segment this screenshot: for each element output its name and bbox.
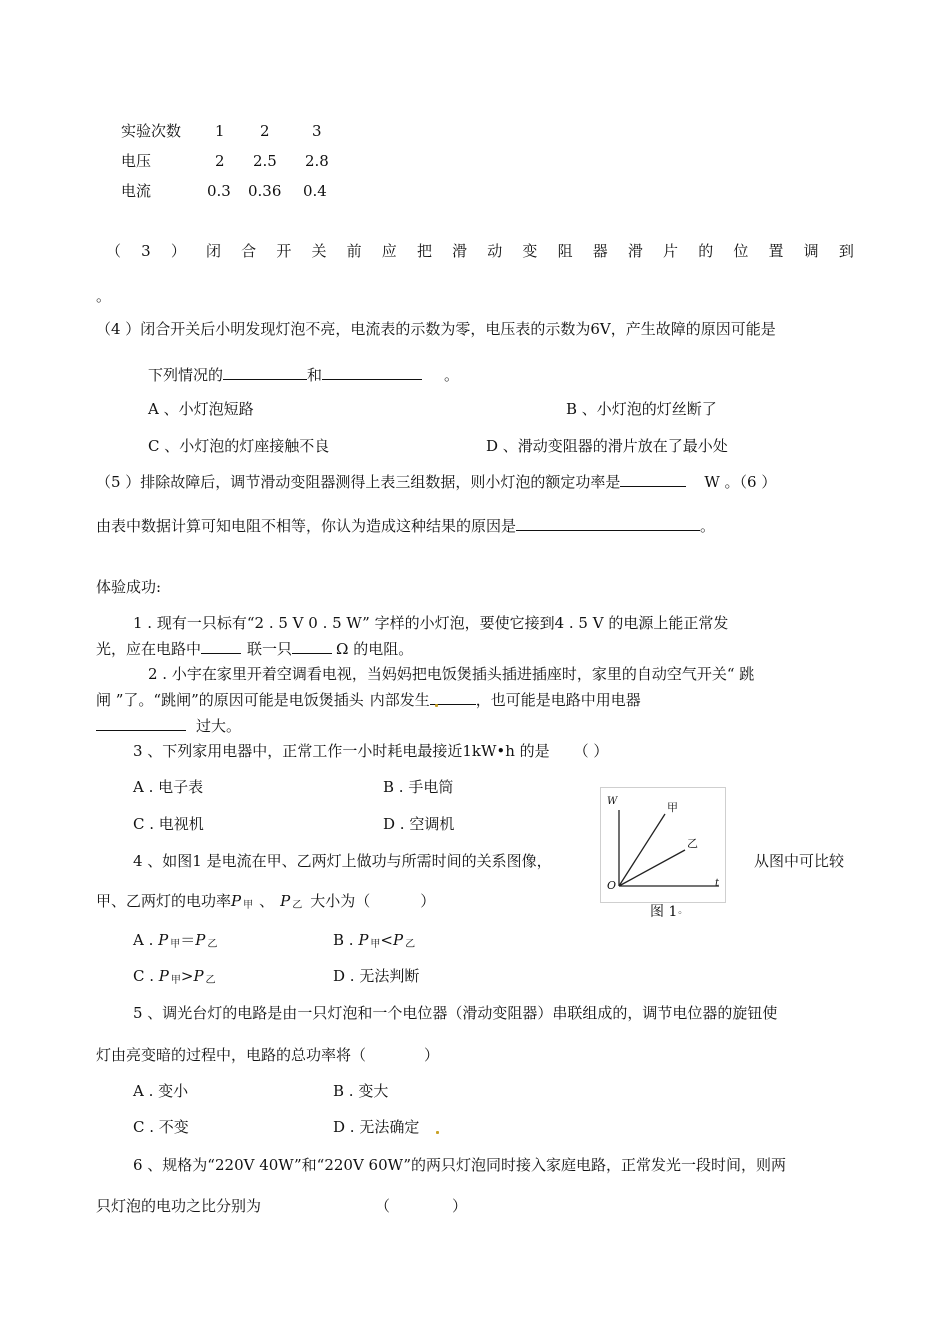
table-header-3: 3 <box>312 122 322 140</box>
subscript-jia: 甲 <box>170 975 181 986</box>
q3-char: 变 <box>522 242 538 260</box>
p4-line1a: 4 、如图1 是电流在甲、乙两灯上做功与所需时间的关系图像， <box>133 852 552 870</box>
line-jia-label: 甲 <box>667 801 678 814</box>
q3-char: 应 <box>381 242 397 260</box>
line-yi-label: 乙 <box>687 837 698 850</box>
q5-text: 由表中数据计算可知电阻不相等，你认为造成这种结果的原因是 <box>96 517 517 535</box>
symbol-p: P <box>393 931 404 949</box>
q3-char: 调 <box>803 242 819 260</box>
answer-blank[interactable] <box>430 689 476 705</box>
p2-text: 过大。 <box>196 717 242 735</box>
p3-stem <box>133 741 608 761</box>
p3-option-b: B . 手电筒 <box>383 778 454 796</box>
p4-text: 大小为（ <box>310 892 371 910</box>
q4-line1: （4 ）闭合开关后小明发现灯泡不亮，电流表的示数为零，电压表的示数为6V，产生故障的原因可能是 <box>96 320 776 338</box>
answer-paren[interactable]: ） <box>420 892 436 910</box>
p3-option-d: D . 空调机 <box>383 815 455 833</box>
q3-line <box>106 241 854 261</box>
operator: < <box>380 931 393 949</box>
p2-text: 内部发生 <box>369 691 430 709</box>
q5-text: W 。（6 ） <box>704 473 777 491</box>
symbol-p: P <box>158 967 169 985</box>
symbol-p: P <box>358 931 369 949</box>
p4-option-d: D . 无法判断 <box>333 967 420 985</box>
q4-text: 。 <box>444 366 460 384</box>
p5-option-c: C . 不变 <box>133 1118 189 1136</box>
figure-caption <box>650 903 683 923</box>
symbol-p: P <box>158 931 169 949</box>
q3-char: 片 <box>663 242 679 260</box>
scan-dot <box>436 1131 439 1134</box>
origin-label: O <box>607 879 617 892</box>
answer-blank[interactable] <box>516 515 700 531</box>
subscript-yi: 乙 <box>405 939 416 950</box>
symbol-p: P <box>231 892 242 910</box>
line-yi <box>619 850 685 886</box>
q4-option-a: A 、小灯泡短路 <box>148 400 254 418</box>
q3-char: 置 <box>768 242 784 260</box>
table-row-label: 电流 <box>121 182 152 200</box>
axis-x-label: t <box>715 878 720 889</box>
table-cell: 0.36 <box>248 182 282 200</box>
option-label: B . <box>333 931 359 949</box>
p1-text: 联一只 <box>247 640 293 658</box>
axis-y-label: W <box>607 796 618 807</box>
option-label: A . <box>133 931 159 949</box>
q3-tail: 。 <box>96 287 112 305</box>
p4-option-a <box>133 930 217 955</box>
p2-text: ，也可能是电路中用电器 <box>475 691 641 709</box>
p1-line1: 1 . 现有一只标有“2 . 5 V 0 . 5 W” 字样的小灯泡，要使它接到4 . 5 V 的电源上能正常发 <box>133 614 729 632</box>
answer-paren-open[interactable]: （ <box>375 1197 391 1215</box>
q4-text: 和 <box>307 366 323 384</box>
table-cell: 0.3 <box>207 182 231 200</box>
answer-blank[interactable] <box>201 638 241 654</box>
option-label: C . <box>133 967 159 985</box>
q3-char: 滑 <box>627 242 643 260</box>
p2-text: 闸 ”了。“跳闸”的原因可能是电饭煲插头 <box>96 691 364 709</box>
q3-char: 把 <box>416 242 432 260</box>
q3-char: 到 <box>838 242 854 260</box>
p1-text: 光，应在电路中 <box>96 640 202 658</box>
table-header-2: 2 <box>260 122 270 140</box>
q5-text: 。 <box>700 517 716 535</box>
scan-dot <box>435 704 438 707</box>
p2-line1: 2 . 小宇在家里开着空调看电视，当妈妈把电饭煲插头插进插座时，家里的自动空气开关“ 跳 <box>148 665 755 683</box>
subscript-yi: 乙 <box>207 939 218 950</box>
q3-char: 开 <box>276 242 292 260</box>
q3-char: 闭 <box>206 242 222 260</box>
answer-paren[interactable]: （ ） <box>573 742 609 760</box>
p3-option-a: A . 电子表 <box>133 778 204 796</box>
q3-char: 关 <box>311 242 327 260</box>
table-header-label: 实验次数 <box>121 122 182 140</box>
answer-blank[interactable] <box>96 715 186 731</box>
work-time-graph <box>601 788 725 902</box>
table-cell: 2.8 <box>305 152 329 170</box>
q3-char: 合 <box>241 242 257 260</box>
q3-char: 动 <box>487 242 503 260</box>
symbol-p: P <box>280 892 291 910</box>
p3-option-c: C . 电视机 <box>133 815 204 833</box>
symbol-p: P <box>195 931 206 949</box>
p3-text: 3 、下列家用电器中，正常工作一小时耗电最接近1kW•h 的是 <box>133 742 550 760</box>
subscript-jia: 甲 <box>170 939 181 950</box>
p5-text: 灯由亮变暗的过程中，电路的总功率将（ <box>96 1046 367 1064</box>
p2-line3 <box>96 715 241 736</box>
table-row-label: 电压 <box>121 152 152 170</box>
p4-line2 <box>96 891 435 916</box>
subscript-yi: 乙 <box>205 975 216 986</box>
q3-char: ） <box>170 242 186 260</box>
p4-text: 甲、乙两灯的电功率 <box>96 892 232 910</box>
q5-line2 <box>96 515 715 536</box>
q3-char: （ <box>106 242 122 260</box>
p4-text: 、 <box>259 892 275 910</box>
figure-1 <box>600 787 726 903</box>
q3-char: 的 <box>698 242 714 260</box>
p5-option-b: B . 变大 <box>333 1082 389 1100</box>
p1-text: Ω 的电阻。 <box>336 640 414 658</box>
q5-text: （5 ）排除故障后，调节滑动变阻器测得上表三组数据，则小灯泡的额定功率是 <box>96 473 621 491</box>
p6-line1: 6 、规格为“220V 40W”和“220V 60W”的两只灯泡同时接入家庭电路，正常发光一段时间，则两 <box>133 1156 787 1174</box>
p1-line2 <box>96 638 413 659</box>
q3-char: 阻 <box>557 242 573 260</box>
section-title: 体验成功: <box>96 578 162 596</box>
figure-caption-text: 图 1 <box>650 904 678 920</box>
operator: > <box>180 967 194 985</box>
operator: ＝ <box>180 931 196 949</box>
answer-paren-close[interactable]: ） <box>452 1197 468 1215</box>
q3-char: 器 <box>592 242 608 260</box>
symbol-p: P <box>193 967 204 985</box>
q5-line1 <box>96 471 776 492</box>
answer-blank[interactable] <box>223 364 307 380</box>
table-header-1: 1 <box>215 122 225 140</box>
q4-option-d: D 、滑动变阻器的滑片放在了最小处 <box>486 437 728 455</box>
answer-blank[interactable] <box>292 638 332 654</box>
p6-line2: 只灯泡的电功之比分别为 <box>96 1197 262 1215</box>
q3-char: 位 <box>733 242 749 260</box>
q4-text: 下列情况的 <box>148 366 224 384</box>
answer-paren[interactable]: ） <box>424 1046 440 1064</box>
p2-line2 <box>96 689 641 710</box>
table-cell: 2.5 <box>253 152 277 170</box>
q3-char: 前 <box>346 242 362 260</box>
answer-blank[interactable] <box>322 364 422 380</box>
q4-option-b: B 、小灯泡的灯丝断了 <box>566 400 717 418</box>
answer-blank[interactable] <box>620 471 686 487</box>
table-cell: 0.4 <box>303 182 327 200</box>
q4-line2 <box>148 364 459 385</box>
p5-option-a: A . 变小 <box>133 1082 189 1100</box>
q4-option-c: C 、小灯泡的灯座接触不良 <box>148 437 330 455</box>
q3-char: 滑 <box>452 242 468 260</box>
p4-option-c <box>133 966 216 991</box>
table-cell: 2 <box>215 152 225 170</box>
q3-char: 3 <box>141 242 151 260</box>
caption-mark: ◦ <box>677 909 683 919</box>
p4-option-b <box>333 930 415 955</box>
subscript-yi: 乙 <box>292 900 303 911</box>
p5-line2 <box>96 1045 439 1065</box>
subscript-jia: 甲 <box>370 939 381 950</box>
p4-line1b: 从图中可比较 <box>754 852 845 870</box>
p5-line1: 5 、调光台灯的电路是由一只灯泡和一个电位器（滑动变阻器）串联组成的，调节电位器的旋钮使 <box>133 1004 778 1022</box>
subscript-jia: 甲 <box>243 900 254 911</box>
p5-option-d: D . 无法确定 <box>333 1118 420 1136</box>
line-jia <box>619 814 665 886</box>
